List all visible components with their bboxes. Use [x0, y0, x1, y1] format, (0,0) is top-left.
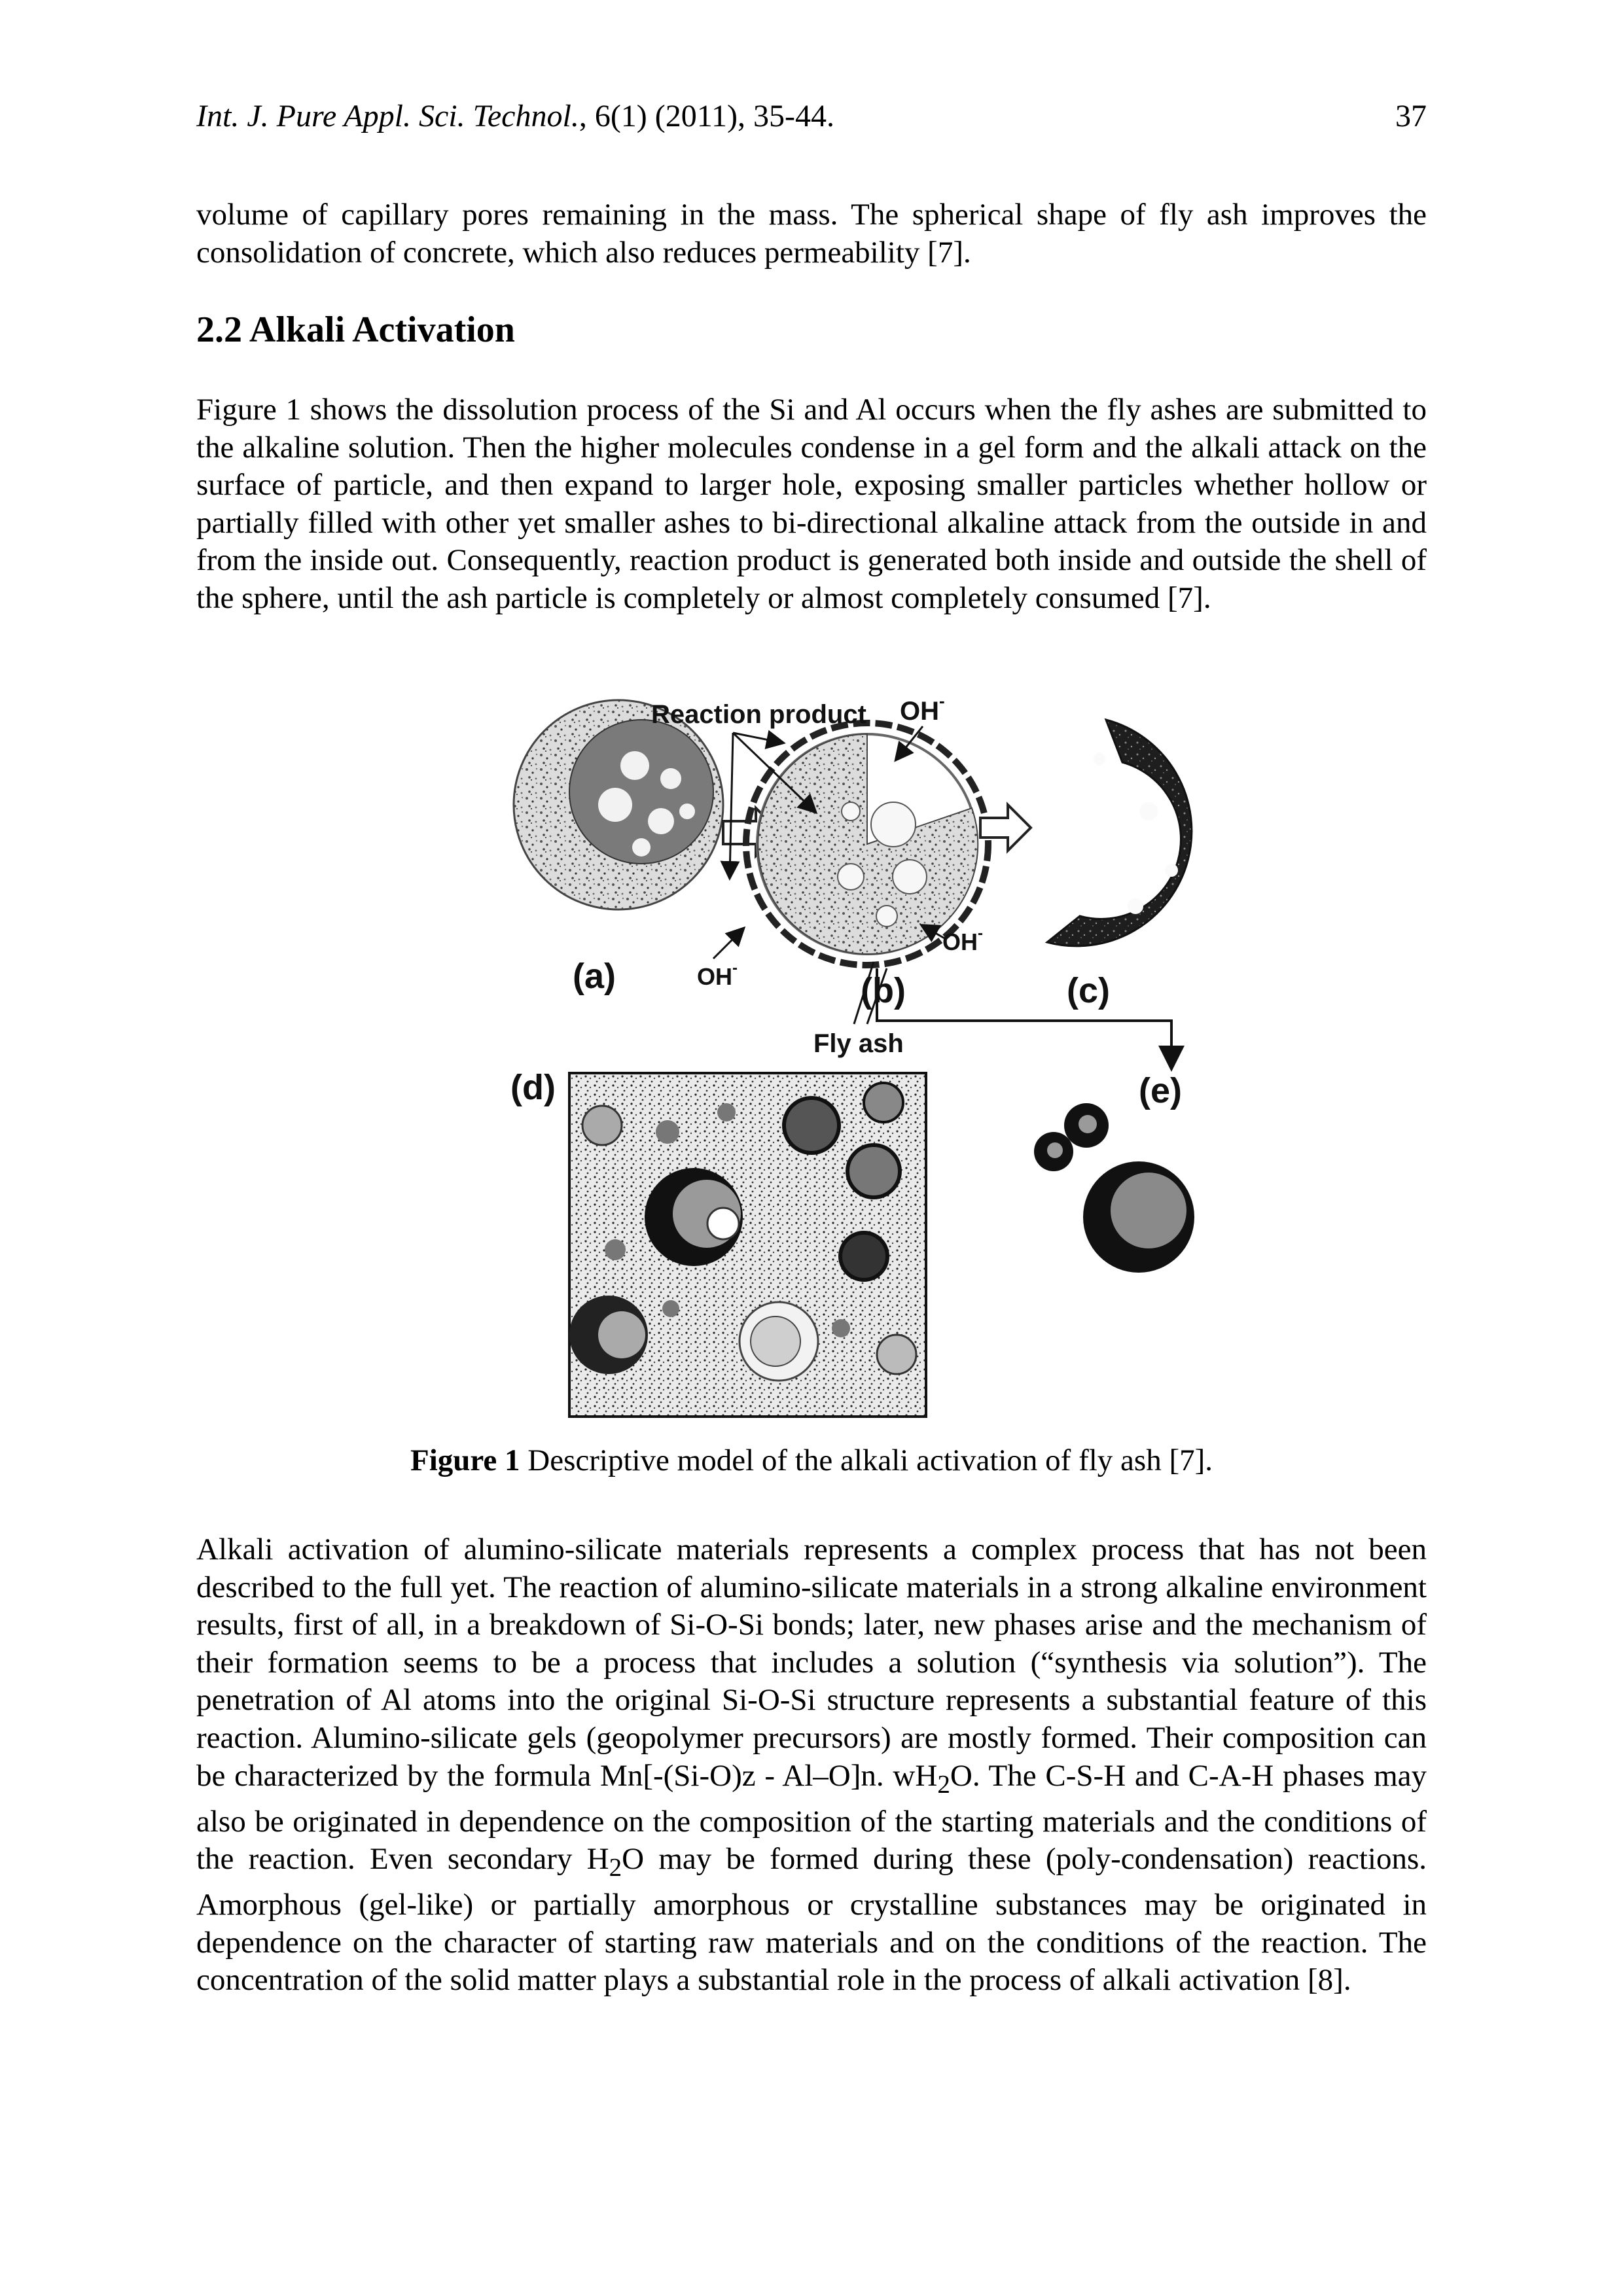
journal-name: Int. J. Pure Appl. Sci. Technol. [196, 99, 579, 133]
reaction-product-label: Reaction product [651, 700, 866, 729]
pointer-reaction-product-1 [730, 733, 733, 877]
paragraph-text-part2: O. The C-S-H and C-A-H phases may also be originated in dependence on the composition of the starting materials and the conditions of the reaction. Even secondary H [196, 1758, 1427, 1877]
oh-label-right: OH- [942, 925, 983, 955]
particle-e [1034, 1103, 1194, 1273]
paragraph-text-part1: Alkali activation of alumino-silicate materials represents a complex process that has not been described to the full yet. The reaction of alumino-silicate materials in a strong alkaline environment results, first of all, in a breakdown of Si-O-Si bonds; later, new phases arise and the mechanism of their formation seems to be a process that includes a solution (“synthesis via solution”). The penetration of Al atoms into the original Si-O-Si structure represents a substantial feature of this reaction. Alumino-silicate gels (geopolymer precursors) are mostly formed. Their composition can be characterized by the formula Mn[-(Si-O)z - Al–O]n. wH [196, 1532, 1427, 1793]
particle-a [514, 700, 723, 910]
oh-label-left: OH- [697, 959, 738, 990]
figure-alkali-activation-model [510, 680, 1217, 1420]
paragraph-figure-description: Figure 1 shows the dissolution process of the Si and Al occurs when the fly ashes are submitted to the alkaline solution. Then the higher molecules condense in a gel form and the alkali attack on the surface of particle, and then expand to larger hole, exposing smaller particles whether hollow or partially filled with other yet smaller ashes to bi-directional alkaline attack from the outside in and from the inside out. Consequently, reaction product is generated both inside and outside the shell of the sphere, until the ash particle is completely or almost completely consumed [7]. [196, 393, 1427, 615]
oh-arrow-left [713, 929, 743, 959]
oh-label-top: OH- [900, 691, 945, 726]
paragraph-intro: volume of capillary pores remaining in the mass. The spherical shape of fly ash improves the consolidation of concrete, which also reduces permeability [7]. [196, 198, 1427, 270]
label-b: (b) [861, 971, 906, 1010]
page-number: 37 [1395, 99, 1427, 133]
figure-caption-label: Figure 1 [410, 1443, 520, 1477]
subscript-2-water: 2 [937, 1769, 950, 1798]
label-e: (e) [1139, 1071, 1182, 1110]
paragraph-alkali-activation [196, 1531, 1427, 2000]
paragraph-text-part3: O may be formed during these (poly-condensation) reactions. Amorphous (gel-like) or partially amorphous or crystalline substances may be originated in dependence on the character of starting raw materials and on the conditions of the reaction. The concentration of the solid matter plays a substantial role in the process of alkali activation [8]. [196, 1842, 1427, 1998]
connector-b-to-e [877, 968, 1171, 1067]
label-d: (d) [510, 1068, 556, 1107]
particle-c [1047, 720, 1192, 946]
subscript-2-secondary-water: 2 [609, 1853, 622, 1882]
running-header [196, 98, 1427, 144]
journal-issue: , 6(1) (2011), 35-44. [579, 99, 834, 133]
label-c: (c) [1067, 971, 1110, 1010]
figure-illustration [510, 680, 1217, 1420]
section-heading: 2.2 Alkali Activation [196, 309, 515, 350]
fly-ash-label: Fly ash [813, 1029, 904, 1058]
label-a: (a) [573, 957, 616, 996]
matrix-d [569, 1073, 926, 1417]
journal-citation [196, 98, 834, 134]
figure-caption-text: Descriptive model of the alkali activation of fly ash [7]. [520, 1443, 1213, 1477]
figure-caption [196, 1443, 1427, 1478]
